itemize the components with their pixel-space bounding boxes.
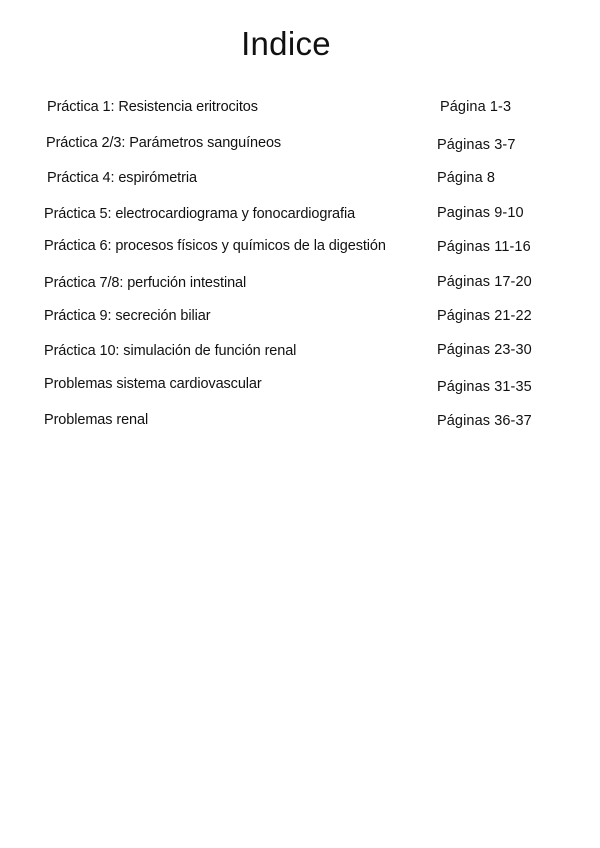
toc-entry: [0, 132, 600, 154]
toc-entry-pages: Página 1-3: [440, 99, 512, 115]
toc-entry-title: Problemas sistema cardiovascular: [44, 376, 262, 392]
toc-entry-pages: Paginas 9-10: [437, 205, 524, 221]
toc-entry: [0, 305, 600, 327]
toc-entry-pages: Páginas 17-20: [437, 274, 532, 290]
toc-entry-title: Práctica 7/8: perfución intestinal: [44, 275, 247, 291]
toc-entry-pages: Páginas 3-7: [437, 137, 516, 153]
toc-entry: [0, 373, 600, 395]
toc-entry-title: Práctica 10: simulación de función renal: [44, 343, 297, 359]
toc-entry: [0, 202, 600, 224]
toc-entry-title: Práctica 1: Resistencia eritrocitos: [47, 99, 258, 115]
toc-entry-title: Práctica 9: secreción biliar: [44, 308, 211, 324]
toc-entry: [0, 339, 600, 361]
toc-entry: [0, 409, 600, 431]
toc-entry-pages: Páginas 11-16: [437, 239, 531, 255]
toc-entry-title: Práctica 5: electrocardiograma y fonocardiografia: [44, 206, 356, 222]
toc-entry-title: Práctica 2/3: Parámetros sanguíneos: [46, 135, 282, 151]
toc-entry-title: Problemas renal: [44, 412, 149, 428]
toc-entry: [0, 235, 600, 257]
toc-entry-pages: Páginas 21-22: [437, 308, 532, 324]
toc-entry-pages: Páginas 23-30: [437, 342, 532, 358]
toc-entry-title: Práctica 6: procesos físicos y químicos de la digestión: [44, 238, 386, 254]
toc-entry: [0, 271, 600, 293]
page-title: Indice: [241, 25, 331, 62]
toc-entry-pages: Páginas 36-37: [437, 413, 532, 429]
toc-entry-pages: Páginas 31-35: [437, 379, 532, 395]
toc-entry: [0, 167, 600, 189]
toc-entry-pages: Página 8: [437, 170, 496, 186]
toc-entry-title: Práctica 4: espirómetria: [47, 170, 197, 186]
toc-entry: [0, 96, 600, 118]
